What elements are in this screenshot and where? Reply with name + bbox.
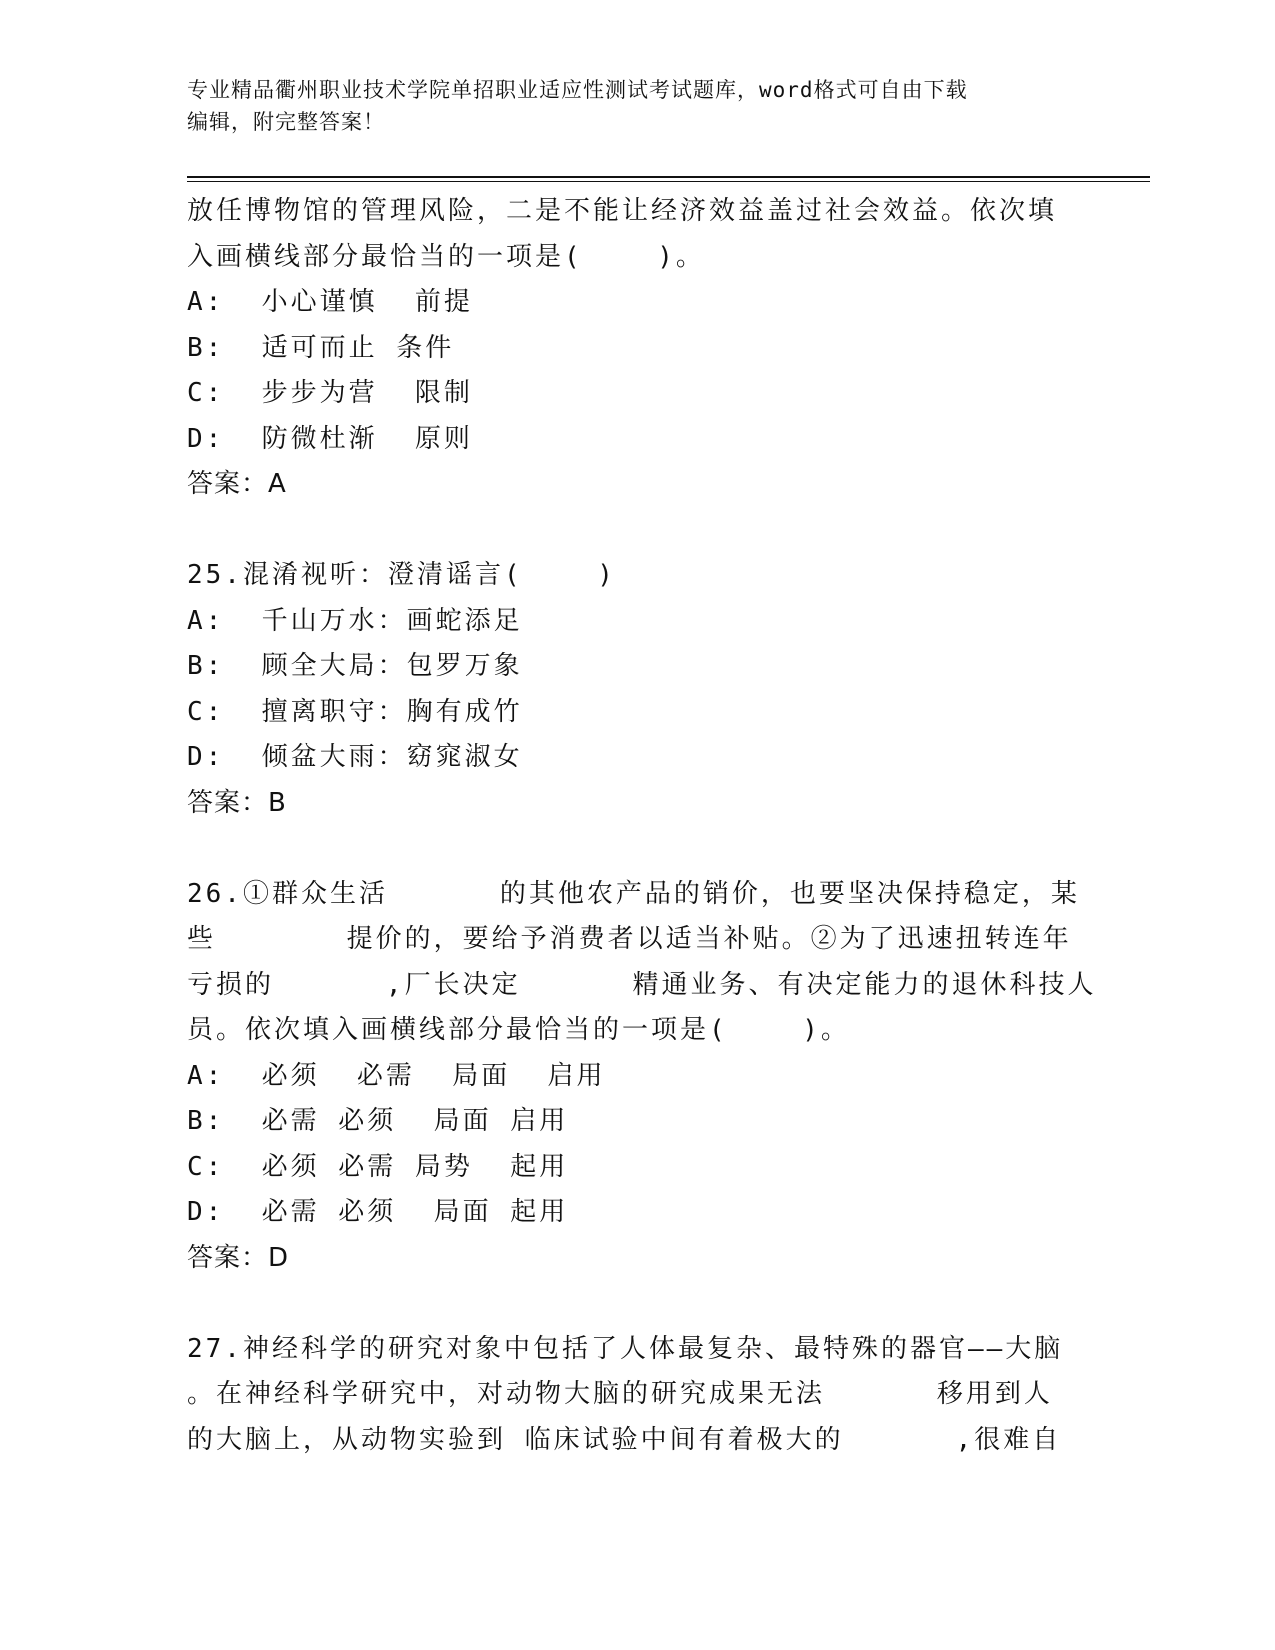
question-text-line: 27.神经科学的研究对象中包括了人体最复杂、最特殊的器官——大脑: [187, 1333, 1064, 1364]
question-text-line: 入画横线部分最恰当的一项是( )。: [187, 241, 705, 272]
question-text-line: 放任博物馆的管理风险，二是不能让经济效益盖过社会效益。依次填: [187, 196, 1058, 226]
page-header: [187, 74, 1067, 138]
option-a: A: 小心谨慎 前提: [187, 287, 473, 317]
question-text-line: 些 提价的，要给予消费者以适当补贴。②为了迅速扭转连年: [187, 924, 1072, 954]
question-text-line: 25.混淆视听：澄清谣言( ): [187, 560, 616, 590]
option-c: C: 擅离职守：胸有成竹: [187, 696, 523, 727]
question-24-continued: [187, 189, 1087, 508]
option-a: A: 千山万水：画蛇添足: [187, 605, 523, 636]
page-content: [187, 189, 1097, 1463]
spacer: [187, 508, 1087, 554]
option-d: D: 防微杜渐 原则: [187, 423, 473, 454]
option-c: C: 步步为营 限制: [187, 378, 473, 408]
question-text-line: 的大脑上，从动物实验到 临床试验中间有着极大的 ,很难自: [187, 1424, 1062, 1455]
option-b: B: 顾全大局：包罗万象: [187, 651, 523, 681]
question-text-line: 。在神经科学研究中，对动物大脑的研究成果无法 移用到人: [187, 1379, 1053, 1409]
option-d: D: 必需 必须 局面 起用: [187, 1197, 569, 1227]
question-27: [187, 1327, 1087, 1464]
answer: 答案：B: [187, 787, 287, 818]
option-d: D: 倾盆大雨：窈窕淑女: [187, 742, 523, 772]
question-text-line: 亏损的 ,厂长决定 精通业务、有决定能力的退休科技人: [187, 969, 1097, 1000]
spacer: [187, 826, 1087, 872]
question-26: [187, 872, 1097, 1282]
header-rule-thin: [187, 181, 1150, 182]
option-c: C: 必须 必需 局势 起用: [187, 1151, 569, 1182]
answer: 答案：D: [187, 1242, 290, 1273]
option-b: B: 适可而止 条件: [187, 332, 455, 363]
header-rule-thick: [187, 176, 1150, 178]
question-text-line: 员。依次填入画横线部分最恰当的一项是( )。: [187, 1015, 850, 1045]
question-text-line: 26.①群众生活 的其他农产品的销价，也要坚决保持稳定，某: [187, 878, 1080, 909]
answer: 答案：A: [187, 469, 287, 499]
header-line-1: 专业精品衢州职业技术学院单招职业适应性测试考试题库，word格式可自由下载: [187, 78, 968, 102]
option-b: B: 必需 必须 局面 启用: [187, 1106, 569, 1136]
question-25: [187, 553, 1087, 826]
option-a: A: 必须 必需 局面 启用: [187, 1060, 606, 1091]
header-line-2: 编辑，附完整答案！: [187, 110, 385, 134]
spacer: [187, 1281, 1087, 1327]
